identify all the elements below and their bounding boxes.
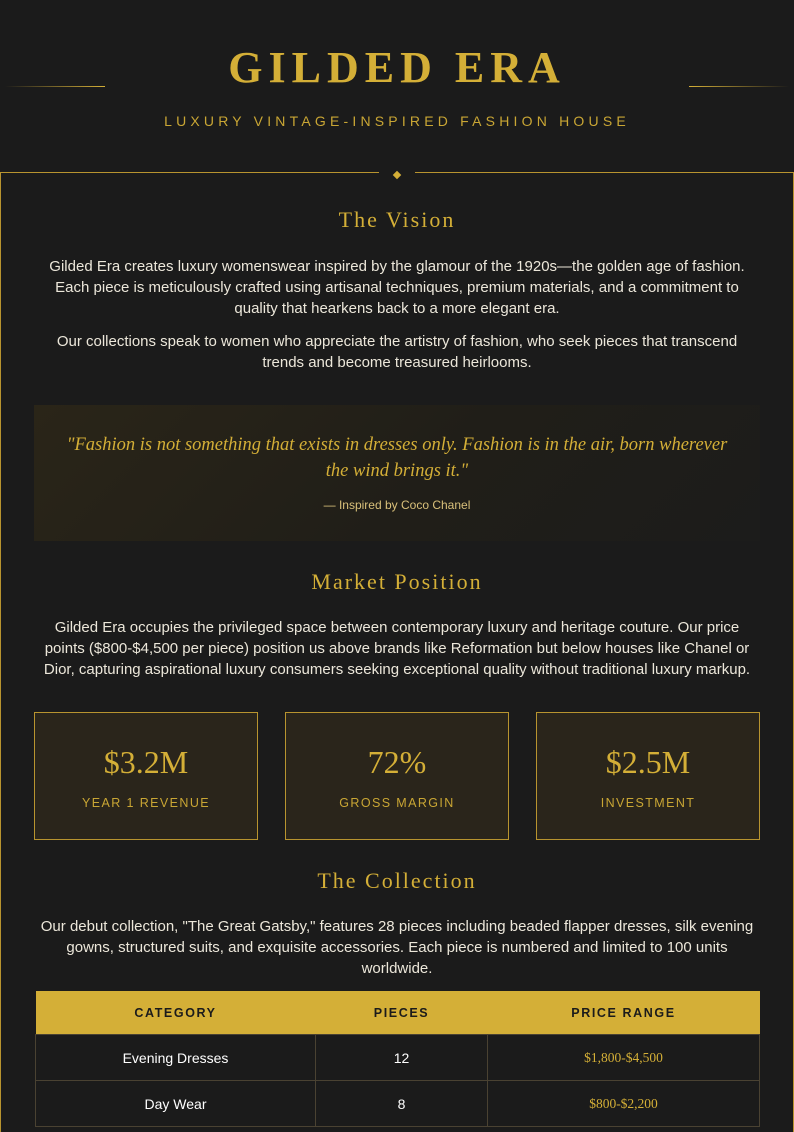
page-header [0,0,794,172]
frame-divider [415,172,794,173]
stat-value: 72% [367,744,427,780]
vision-paragraph-2: Our collections speak to women who appreciate the artistry of fashion, who seek pieces that transcend trends and become treasured heirlooms. [56,333,738,371]
vision-heading: The Vision [338,207,456,232]
frame-divider [0,172,379,173]
stat-card [34,712,258,840]
stat-value: $2.5M [605,744,691,780]
brand-tagline: LUXURY VINTAGE-INSPIRED FASHION HOUSE [164,113,630,129]
category-cell: Evening Dresses [36,1035,316,1081]
category-cell: Day Wear [36,1081,316,1127]
table-row [36,1081,760,1127]
collection-table [35,991,760,1127]
column-header-pieces: PIECES [316,991,488,1035]
table-header-row [36,991,760,1035]
quote-box [34,405,760,541]
collection-heading: The Collection [317,868,477,893]
table-row [36,1035,760,1081]
stat-label: YEAR 1 REVENUE [82,796,210,810]
market-heading: Market Position [311,569,483,594]
vision-paragraph-1: Gilded Era creates luxury womenswear inspired by the glamour of the 1920s—the golden age of fashion. Each piece is meticulously crafted using artisanal techniques, premium materials, and a commitment to quality that hearkens back to a more elegant era. [49,258,745,317]
market-paragraph: Gilded Era occupies the privileged space between contemporary luxury and heritage couture. Our price points ($800-$4,500 per piece) position us above brands like Reformation but below houses like Chanel or Dior, capturing aspirational luxury consumers seeking exceptional quality without traditional luxury markup. [43,619,751,678]
collection-paragraph: Our debut collection, "The Great Gatsby," features 28 pieces including beaded flapper dresses, silk evening gowns, structured suits, and exquisite accessories. Each piece is numbered and limited to 100 units worldwide. [40,918,754,977]
quote-citation: — Inspired by Coco Chanel [323,498,471,512]
quote-text: "Fashion is not something that exists in dresses only. Fashion is in the air, born wherever the wind brings it." [66,435,728,481]
pieces-cell: 12 [316,1035,488,1081]
decorative-line [689,86,789,87]
brand-title: GILDED ERA [228,43,566,92]
stat-card [536,712,760,840]
column-header-category: CATEGORY [36,991,316,1035]
stat-label: INVESTMENT [600,796,696,810]
stat-card [285,712,509,840]
column-header-price-range: PRICE RANGE [488,991,760,1035]
pieces-cell: 8 [316,1081,488,1127]
price-range-cell: $1,800-$4,500 [488,1035,760,1081]
price-range-cell: $800-$2,200 [488,1081,760,1127]
stat-value: $3.2M [103,744,189,780]
stat-label: GROSS MARGIN [339,796,455,810]
